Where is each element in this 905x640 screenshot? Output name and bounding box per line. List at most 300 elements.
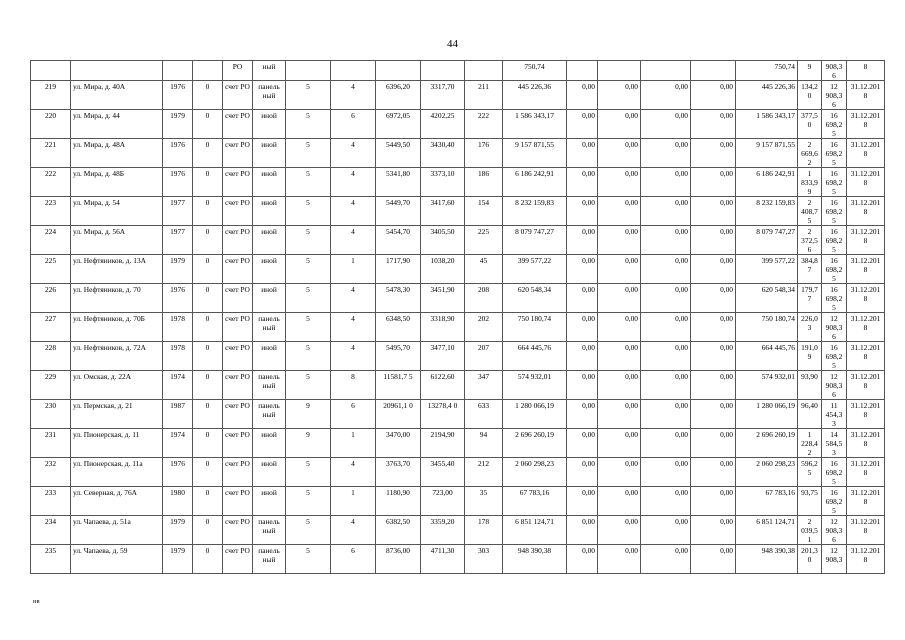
table-cell: ул. Северная, д. 76А [71,487,163,516]
table-cell: 384,8 7 [798,255,822,284]
table-cell: 0,00 [567,168,598,197]
table-cell: счет РО [223,487,253,516]
table-cell: 31.12.201 8 [847,81,885,110]
table-cell: 1979 [163,545,193,574]
table-cell: ул. Нефтяников, д. 72А [71,342,163,371]
table-cell: 574 932,01 [736,371,798,400]
table-cell: 154 [465,197,503,226]
table-cell: 31.12.201 8 [847,429,885,458]
table-cell: ул. Мира, д. 56А [71,226,163,255]
table-cell: 3317,70 [421,81,465,110]
table-cell: 0,00 [691,458,736,487]
table-cell: иной [253,226,286,255]
table-cell: 0,00 [691,487,736,516]
table-cell: 31.12.201 8 [847,284,885,313]
table-cell: 9 [286,429,331,458]
table-cell: 0,00 [567,313,598,342]
table-cell: 0,00 [567,197,598,226]
table-cell: 0,00 [598,139,641,168]
table-cell: 178 [465,516,503,545]
table-row [31,81,885,110]
table-cell: 5 [286,197,331,226]
table-cell: 0,00 [641,487,691,516]
table-cell: 8 [331,371,376,400]
table-cell: 0,00 [567,342,598,371]
table-cell: 0,00 [598,429,641,458]
table-cell: 31.12.201 8 [847,168,885,197]
table-cell: 16 698,2 5 [822,226,847,255]
table-cell: 0,00 [691,516,736,545]
table-cell: 179,7 7 [798,284,822,313]
table-cell: 2194,90 [421,429,465,458]
table-cell: 0,00 [641,226,691,255]
table-cell: 0,00 [598,284,641,313]
table-cell: 0,00 [641,400,691,429]
table-cell [691,61,736,81]
table-cell: счет РО [223,371,253,400]
table-cell: 6 851 124,71 [736,516,798,545]
table-cell: ул. Пионерская, д. 11 [71,429,163,458]
table-cell: 45 [465,255,503,284]
table-cell: 0,00 [567,545,598,574]
table-cell: 226 [31,284,71,313]
table-cell: 0,00 [598,371,641,400]
table-cell: 222 [31,168,71,197]
table-cell: иной [253,139,286,168]
table-cell: 0,00 [691,371,736,400]
table-cell: 377,5 0 [798,110,822,139]
table-cell: панель ный [253,516,286,545]
table-cell: 5 [286,255,331,284]
table-cell: 8 [847,61,885,81]
table-cell: 1974 [163,429,193,458]
table-cell: 1976 [163,139,193,168]
table-cell: 0 [193,284,223,313]
table-cell: 0 [193,313,223,342]
table-cell: 303 [465,545,503,574]
table-cell: 31.12.201 8 [847,226,885,255]
table-cell: 233 [31,487,71,516]
table-cell: 31.12.201 8 [847,110,885,139]
table-cell: 0,00 [567,284,598,313]
table-cell: иной [253,168,286,197]
table-cell: 8 232 159,83 [736,197,798,226]
table-cell: 6382,50 [376,516,421,545]
table-cell: 664 445,76 [736,342,798,371]
table-cell [163,61,193,81]
table-row [31,516,885,545]
table-cell: 4711,30 [421,545,465,574]
table-cell: 4202,25 [421,110,465,139]
table-cell: 1976 [163,458,193,487]
table-body [31,61,885,574]
table-cell: 3455,40 [421,458,465,487]
table-cell: 235 [31,545,71,574]
table-cell: 4 [331,226,376,255]
table-cell: панель ный [253,81,286,110]
table-cell: 8736,00 [376,545,421,574]
table-cell: 5 [286,516,331,545]
table-cell: 1717,90 [376,255,421,284]
table-cell: ул. Мира, д. 48Б [71,168,163,197]
table-cell: 1978 [163,313,193,342]
table-cell: 16 698,2 5 [822,487,847,516]
table-cell: 0 [193,458,223,487]
table-cell: 0,00 [598,516,641,545]
table-cell: 6 [331,110,376,139]
table-row [31,400,885,429]
table-cell: РО [223,61,253,81]
table-cell: 0,00 [598,197,641,226]
table-cell: 31.12.201 8 [847,371,885,400]
table-cell: 0,00 [691,429,736,458]
table-cell: 0,00 [691,400,736,429]
table-cell: 1 280 066,19 [503,400,567,429]
table-cell: 16 698,2 5 [822,342,847,371]
table-cell: 4 [331,342,376,371]
table-cell: 3417,60 [421,197,465,226]
table-cell: 0,00 [641,342,691,371]
table-cell: 16 698,2 5 [822,458,847,487]
table-cell: 596,2 5 [798,458,822,487]
table-cell: 16 698,2 5 [822,255,847,284]
table-cell: 94 [465,429,503,458]
table-cell: 750,74 [503,61,567,81]
table-cell: 5 [286,226,331,255]
table-cell: иной [253,110,286,139]
table-cell: 0,00 [598,342,641,371]
table-cell: 1979 [163,516,193,545]
table-cell: 0,00 [641,168,691,197]
table-cell: 1978 [163,342,193,371]
table-cell: 0,00 [691,545,736,574]
table-row [31,226,885,255]
table-cell: 221 [31,139,71,168]
table-row [31,313,885,342]
table-row [31,371,885,400]
table-cell: 224 [31,226,71,255]
table-cell: 5 [286,81,331,110]
table-cell: 1980 [163,487,193,516]
table-cell: 191,0 9 [798,342,822,371]
table-cell [286,61,331,81]
table-cell: счет РО [223,110,253,139]
table-cell: 0,00 [598,168,641,197]
table-cell: панель ный [253,545,286,574]
table-cell: 16 698,2 5 [822,168,847,197]
table-cell: 0,00 [598,545,641,574]
table-cell: 5341,80 [376,168,421,197]
table-cell: ул. Мира, д. 48А [71,139,163,168]
table-cell: 31.12.201 8 [847,255,885,284]
table-cell: ул. Омская, д. 22А [71,371,163,400]
table-cell: 231 [31,429,71,458]
table-cell: 93,75 [798,487,822,516]
table-cell: 3318,90 [421,313,465,342]
table-cell: 12 908,3 6 [822,81,847,110]
table-cell: 0,00 [567,487,598,516]
table-cell: 186 [465,168,503,197]
table-cell: 5 [286,342,331,371]
table-cell: счет РО [223,197,253,226]
table-cell: ул. Мира, д. 40А [71,81,163,110]
table-cell: 0,00 [567,110,598,139]
table-cell: 633 [465,400,503,429]
table-cell: 3477,10 [421,342,465,371]
table-cell: 0,00 [598,110,641,139]
table-cell: 445 226,36 [503,81,567,110]
table-cell: 4 [331,139,376,168]
table-cell: ул. Чапаева, д. 59 [71,545,163,574]
table-cell: иной [253,487,286,516]
table-cell: 2 372,5 6 [798,226,822,255]
table-cell: 1180,90 [376,487,421,516]
table-row [31,487,885,516]
table-cell [331,61,376,81]
table-cell: 20961,1 0 [376,400,421,429]
table-cell: ул. Нефтяников, д. 70 [71,284,163,313]
table-cell: счет РО [223,313,253,342]
table-cell: 2 060 298,23 [736,458,798,487]
table-cell: 0,00 [641,139,691,168]
table-cell: счет РО [223,342,253,371]
page-number: 44 [447,38,458,50]
table-cell: 0,00 [598,458,641,487]
table-cell: 211 [465,81,503,110]
table-cell: 5 [286,168,331,197]
table-cell: 0,00 [598,487,641,516]
table-row [31,429,885,458]
table-cell: 0 [193,110,223,139]
table-cell: 1979 [163,255,193,284]
table-cell: счет РО [223,429,253,458]
table-cell: 11 454,3 3 [822,400,847,429]
table-cell: 227 [31,313,71,342]
table-cell: 8 079 747,27 [736,226,798,255]
table-cell: 0,00 [641,81,691,110]
table-cell: 6972,05 [376,110,421,139]
table-cell: 6122,60 [421,371,465,400]
table-cell: 208 [465,284,503,313]
table-row [31,255,885,284]
table-cell: 0 [193,371,223,400]
table-cell: 201,3 0 [798,545,822,574]
table-cell: 1 [331,429,376,458]
table-cell: 0 [193,197,223,226]
table-cell: 229 [31,371,71,400]
table-cell: 67 783,16 [503,487,567,516]
table-cell: 1 586 343,17 [736,110,798,139]
table-cell: 5449,70 [376,197,421,226]
table-cell: 5 [286,487,331,516]
table-cell: 31.12.201 8 [847,197,885,226]
table-cell: 1976 [163,81,193,110]
table-cell: панель ный [253,400,286,429]
table-cell: 0 [193,487,223,516]
table-cell: 664 445,76 [503,342,567,371]
table-cell: ул. Мира, д. 54 [71,197,163,226]
table-cell: 228 [31,342,71,371]
table-cell: 4 [331,516,376,545]
table-cell: 0,00 [641,284,691,313]
table-cell: 0,00 [641,313,691,342]
table-cell: 6348,50 [376,313,421,342]
table-cell: 5478,30 [376,284,421,313]
table-cell: 0,00 [598,400,641,429]
table-row [31,139,885,168]
table-cell [598,61,641,81]
table-cell: 6 851 124,71 [503,516,567,545]
table-cell: счет РО [223,400,253,429]
table-cell: 399 577,22 [736,255,798,284]
table-cell: 0,00 [598,81,641,110]
table-cell: 2 408,7 5 [798,197,822,226]
table-cell: 16 698,2 5 [822,110,847,139]
table-cell: 16 698,2 5 [822,139,847,168]
table-cell: 0,00 [691,284,736,313]
table-cell: 1979 [163,110,193,139]
table-cell: 3470,00 [376,429,421,458]
table-cell: 176 [465,139,503,168]
table-cell: 620 548,34 [736,284,798,313]
table-cell: 9 157 871,55 [736,139,798,168]
table-cell: 11581,7 5 [376,371,421,400]
table-cell: 6 186 242,91 [736,168,798,197]
table-cell: счет РО [223,545,253,574]
table-cell: иной [253,284,286,313]
table-cell: 35 [465,487,503,516]
table-cell: 1 [331,255,376,284]
table-cell: 399 577,22 [503,255,567,284]
table-cell: 5 [286,110,331,139]
table-cell: панель ный [253,313,286,342]
table-cell: 12 908,3 6 [822,371,847,400]
table-cell: 1 586 343,17 [503,110,567,139]
table-cell: 0 [193,255,223,284]
table-cell: 219 [31,81,71,110]
table-cell: 96,40 [798,400,822,429]
table-cell: ный [253,61,286,81]
table-cell: 9 157 871,55 [503,139,567,168]
table-cell: 202 [465,313,503,342]
table-cell: 31.12.201 8 [847,313,885,342]
table-cell: 0,00 [641,458,691,487]
table-cell: 0,00 [641,255,691,284]
table-cell: 0,00 [641,371,691,400]
table-cell: 0 [193,545,223,574]
table-row [31,458,885,487]
table-cell: 948 390,38 [503,545,567,574]
table-cell: 0,00 [567,458,598,487]
table-cell: 1976 [163,284,193,313]
table-cell: 0,00 [641,545,691,574]
table-cell: 31.12.201 8 [847,458,885,487]
table-cell: 5 [286,139,331,168]
table-cell: ул. Нефтяников, д. 70Б [71,313,163,342]
table-cell: 5449,50 [376,139,421,168]
table-cell: иной [253,429,286,458]
table-cell: 134,2 0 [798,81,822,110]
table-cell: 8 232 159,83 [503,197,567,226]
table-cell [31,61,71,81]
footer-mark: нв [33,598,40,605]
table-cell: 0,00 [691,342,736,371]
table-cell: 5 [286,545,331,574]
table-cell [641,61,691,81]
table-cell: 0,00 [691,197,736,226]
table-cell: 0,00 [691,110,736,139]
table-cell: 16 698,2 5 [822,197,847,226]
table-cell: 347 [465,371,503,400]
table-cell: 4 [331,458,376,487]
table-cell: 0,00 [567,429,598,458]
table-cell: 6 [331,400,376,429]
table-cell: 4 [331,81,376,110]
table-cell: 0 [193,81,223,110]
table-cell: 3359,20 [421,516,465,545]
table-cell: 750 180,74 [503,313,567,342]
table-cell: иной [253,458,286,487]
table-cell: 225 [31,255,71,284]
table-cell: 0,00 [641,110,691,139]
table-cell: 93,90 [798,371,822,400]
table-cell: 220 [31,110,71,139]
table-cell [193,61,223,81]
table-row [31,545,885,574]
table-cell: 6 186 242,91 [503,168,567,197]
table-cell: 0,00 [567,226,598,255]
table-cell: 4 [331,284,376,313]
table-cell: 31.12.201 8 [847,545,885,574]
table-cell: 12 908,3 6 [822,516,847,545]
table-cell: 0,00 [567,81,598,110]
table-cell: 750,74 [736,61,798,81]
table-cell: 1 228,4 2 [798,429,822,458]
table-cell: иной [253,342,286,371]
table-cell: 0,00 [567,516,598,545]
table-cell: 8 079 747,27 [503,226,567,255]
table-cell: 1977 [163,197,193,226]
table-cell: 0 [193,139,223,168]
table-cell: 0,00 [691,81,736,110]
table-cell: 31.12.201 8 [847,400,885,429]
table-cell [376,61,421,81]
table-cell: 0,00 [641,197,691,226]
table-cell: 9 [798,61,822,81]
table-cell: 234 [31,516,71,545]
table-cell: 16 698,2 5 [822,284,847,313]
table-cell: 222 [465,110,503,139]
table-cell: 212 [465,458,503,487]
table-cell: 0,00 [641,429,691,458]
table-row [31,197,885,226]
table-cell: 0 [193,342,223,371]
table-cell: 723,00 [421,487,465,516]
table-cell: 31.12.201 8 [847,516,885,545]
table-cell: 0,00 [567,371,598,400]
table-cell: 3373,10 [421,168,465,197]
table-cell: 1977 [163,226,193,255]
table-cell: 13278,4 0 [421,400,465,429]
table-cell: 0 [193,400,223,429]
table-row [31,342,885,371]
table-cell: счет РО [223,81,253,110]
table-cell: ул. Пермская, д. 21 [71,400,163,429]
table-cell: 31.12.201 8 [847,342,885,371]
table-cell: 0 [193,516,223,545]
table-cell: ул. Нефтяников, д. 13А [71,255,163,284]
table-cell: 0,00 [691,168,736,197]
